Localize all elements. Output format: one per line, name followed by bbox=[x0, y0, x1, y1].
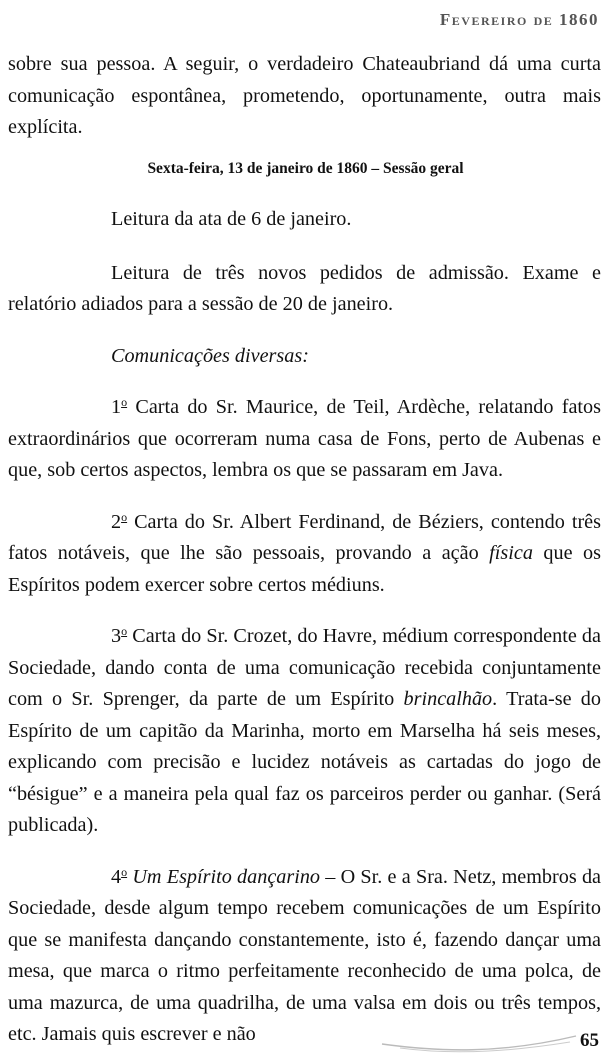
comms-heading: Comunicações diversas: bbox=[111, 344, 309, 367]
intro-paragraph bbox=[8, 49, 601, 144]
ordinal-mark: o bbox=[121, 395, 128, 409]
item-1 bbox=[8, 392, 601, 487]
ordinal-mark: o bbox=[121, 509, 128, 524]
item-4-number: 4 bbox=[111, 865, 122, 888]
ordinal-mark: o bbox=[121, 624, 128, 638]
running-header: Fevereiro de 1860 bbox=[439, 10, 599, 29]
paragraph-ata: Leitura da ata de 6 de janeiro. bbox=[111, 208, 352, 230]
body-text bbox=[8, 204, 601, 1051]
item-3 bbox=[8, 621, 601, 842]
item-4-text: – O Sr. e a Sra. Netz, membros da Sociedade, desde algum tempo recebem comunicações de um Espírito que se manifesta dançando constantemente, isto é, fazendo dançar uma mesa, que marca o ritmo perfeitamente reconhecido de uma polca, de uma mazurca, de uma quadrilha, de uma valsa em dois ou três tempos, etc. Jamais quis escrever e não bbox=[8, 865, 601, 1045]
item-3-text: Carta do Sr. Crozet, do Havre, médium correspondente da Sociedade, dando conta de uma comunicação recebida conjuntamente com o Sr. Sprenger, da parte de um Espírito bbox=[8, 625, 601, 710]
item-4 bbox=[8, 862, 601, 1051]
item-1-text: Carta do Sr. Maurice, de Teil, Ardèche, relatando fatos extraordinários que ocorreram numa casa de Fons, perto de Aubenas e que, sob certos aspectos, lembra os que se passaram em Java. bbox=[8, 396, 601, 481]
paragraph-leitura: Leitura de três novos pedidos de admissão. Exame e relatório adiados para a sessão de 20 de janeiro. bbox=[8, 261, 601, 315]
item-3-text-end: . Trata-se do Espírito de um capitão da Marinha, morto em Marselha há seis meses, explicando com precisão e lucidez notáveis as cartadas do jogo de “bésigue” e a maneira pela qual faz os parceiros perder ou ganhar. (Será publicada). bbox=[8, 688, 601, 836]
item-2-text-end: que os Espíritos podem exercer sobre certos médiuns. bbox=[8, 542, 601, 596]
intro-text: sobre sua pessoa. A seguir, o verdadeiro Chateaubriand dá uma curta comunicação espontânea, prometendo, oportunamente, outra mais explícita. bbox=[8, 53, 601, 138]
item-3-number: 3 bbox=[111, 625, 122, 647]
item-1-number: 1 bbox=[111, 396, 122, 418]
item-3-emphasis: brincalhão bbox=[403, 688, 493, 710]
page-number: 65 bbox=[580, 1030, 599, 1051]
item-2-number: 2 bbox=[111, 510, 122, 533]
ordinal-mark: o bbox=[121, 864, 128, 879]
decorative-swoosh-icon bbox=[380, 1030, 580, 1058]
session-title: Sexta-feira, 13 de janeiro de 1860 – Sessão geral bbox=[147, 160, 464, 177]
item-2-emphasis: física bbox=[489, 542, 533, 564]
item-2 bbox=[8, 507, 601, 602]
item-2-text: Carta do Sr. Albert Ferdinand, de Béziers, contendo três fatos notáveis, que lhe são pessoais, provando a ação bbox=[8, 510, 601, 564]
item-4-heading: Um Espírito dançarino bbox=[127, 865, 321, 888]
